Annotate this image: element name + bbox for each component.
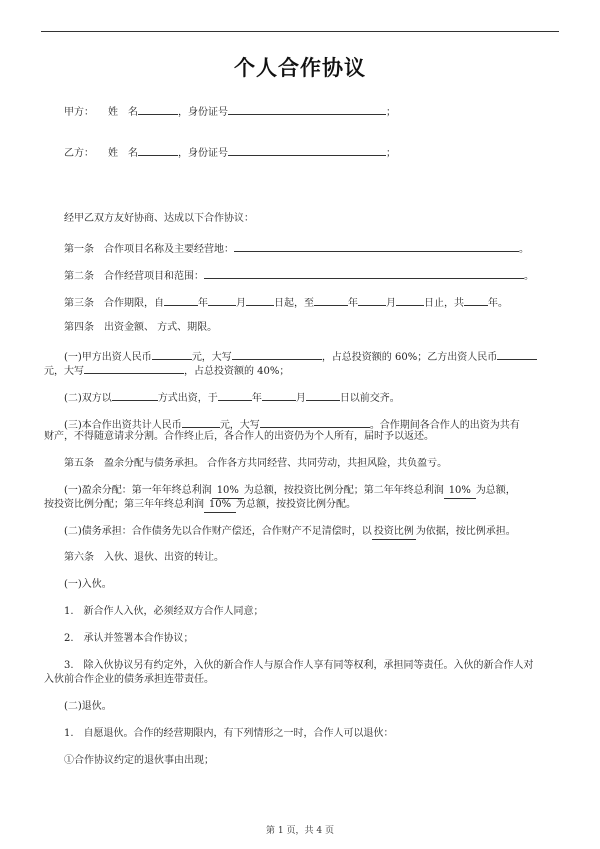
join-item-2: 2. 承认并签署本合作协议； (64, 633, 194, 644)
article-2-blank (204, 267, 524, 279)
contribution-3-text: (三)本合作出资共计人民币 (64, 420, 182, 431)
contribution-2-year: 年 (251, 393, 262, 404)
party-b-label: 乙方： (64, 148, 94, 159)
article-3-blank (314, 294, 348, 306)
page-footer: 第 1 页，共 4 页 (266, 826, 334, 836)
quit-item-1a: ①合作协议约定的退伙事由出现； (64, 755, 214, 766)
profit-text: (一)盈余分配：第一年年终总利润 (64, 485, 212, 496)
contribution-2-text: 日以前交齐。 (339, 393, 400, 404)
party-b-name-label: 姓 名 (108, 148, 138, 159)
contribution-1-text: ，占总投资额的 60%；乙方出资人民币 (321, 352, 498, 363)
contribution-1-blank (84, 362, 184, 374)
article-3-blank (464, 294, 488, 306)
article-2 (64, 267, 534, 284)
article-4: 第四条 出资金额、 方式、期限。 (64, 322, 218, 333)
article-3-to: 日止，共 (424, 298, 464, 309)
article-3-blank (396, 294, 424, 306)
article-1 (64, 240, 529, 257)
party-a-label: 甲方： (64, 107, 94, 118)
article-3-start: 第三条 合作期限，自 (64, 298, 164, 309)
article-6: 第六条 入伙、退伙、出资的转让。 (64, 552, 224, 563)
article-3-month: 月 (236, 298, 246, 309)
top-rule (41, 31, 559, 32)
contribution-3-text: 元，大写 (219, 420, 260, 431)
quit-heading: (二)退伙。 (64, 701, 112, 712)
article-5: 第五条 盈余分配与债务承担。 合作各方共同经营、共同劳动，共担风险，共负盈亏。 (64, 458, 448, 469)
contribution-1-line-2 (44, 362, 289, 379)
debt-ratio: 投资比例 (372, 525, 416, 540)
party-a-name-label: 姓 名 (108, 107, 138, 118)
contribution-3-text: 。合作期间各合作人的出资为共有 (369, 420, 520, 431)
profit-text: 按投资比例分配；第三年年终总利润 (44, 499, 204, 510)
article-3-blank (164, 294, 198, 306)
contribution-1-blank (497, 348, 537, 360)
contribution-2-month: 月 (295, 393, 306, 404)
contribution-3-line-2: 财产，不得随意请求分割。合作终止后，各合作人的出资仍为个人所有，届时予以返还。 (44, 431, 434, 442)
contribution-1-text: 元，大写 (191, 352, 232, 363)
contribution-2-text: 方式出资，于 (157, 393, 218, 404)
party-b-name-blank (138, 144, 178, 156)
join-heading: (一)入伙。 (64, 579, 112, 590)
party-b-end: ； (386, 148, 396, 159)
contribution-2-blank (218, 389, 252, 401)
contribution-2 (64, 389, 400, 406)
article-3-from: 日起，至 (274, 298, 314, 309)
party-a-id-blank (228, 103, 386, 115)
contribution-2-text: (二)双方以 (64, 393, 112, 404)
profit-text: 为总额，按投资比例分配；第二年年终总利润 (243, 485, 444, 496)
debt-text: 为依据，按比例承担。 (415, 526, 516, 537)
profit-pct-year-1: 10% (212, 484, 244, 499)
profit-text: 为总额， (475, 485, 516, 496)
join-item-3-line-2: 入伙前合作企业的债务承担连带责任。 (44, 674, 214, 685)
contribution-3-blank (182, 416, 220, 428)
article-3-year-2: 年 (348, 298, 358, 309)
article-3-blank (246, 294, 274, 306)
contribution-3-blank (260, 416, 370, 428)
party-b-line (64, 144, 396, 161)
article-2-end: 。 (524, 271, 534, 282)
party-a-end: ； (386, 107, 396, 118)
party-a-line (64, 103, 396, 120)
article-3-month-2: 月 (386, 298, 396, 309)
contribution-1-text: ，占总投资额的 40%； (184, 366, 290, 377)
contribution-1-text: 元，大写 (44, 366, 84, 377)
debt-line (64, 525, 516, 540)
intro-text: 经甲乙双方友好协商、达成以下合作协议： (64, 213, 254, 224)
debt-text: (二)债务承担：合作债务先以合作财产偿还，合作财产不足清偿时，以 (64, 526, 372, 537)
article-2-text: 第二条 合作经营项目和范围： (64, 271, 204, 282)
join-item-3-line-1: 3. 除入伙协议另有约定外，入伙的新合作人与原合作人享有同等权利，承担同等责任。入伙的新合作人对 (64, 660, 534, 671)
party-b-id-blank (228, 144, 386, 156)
article-1-end: 。 (519, 244, 529, 255)
contribution-1-blank (152, 348, 192, 360)
profit-line-1 (64, 484, 516, 499)
party-a-id-label: ，身份证号 (178, 107, 228, 118)
article-3 (64, 294, 508, 311)
quit-item-1: 1. 自愿退伙。合作的经营期限内，有下列情形之一时，合作人可以退伙： (64, 728, 394, 739)
contribution-2-blank (306, 389, 340, 401)
article-3-year: 年 (198, 298, 208, 309)
article-1-text: 第一条 合作项目名称及主要经营地： (64, 244, 234, 255)
contribution-1-blank (232, 348, 322, 360)
profit-pct-year-2: 10% (444, 484, 476, 499)
contribution-2-blank (262, 389, 296, 401)
contribution-1-text: (一)甲方出资人民币 (64, 352, 152, 363)
contribution-2-blank (112, 389, 158, 401)
party-a-name-blank (138, 103, 178, 115)
article-3-blank (208, 294, 236, 306)
article-1-blank (234, 240, 519, 252)
profit-pct-year-3: 10% (204, 498, 236, 513)
profit-line-2 (44, 498, 356, 513)
party-b-id-label: ，身份证号 (178, 148, 228, 159)
article-3-blank (358, 294, 386, 306)
page-title: 个人合作协议 (234, 56, 366, 80)
article-3-end: 年。 (488, 298, 508, 309)
join-item-1: 1. 新合作人入伙，必须经双方合作人同意； (64, 606, 264, 617)
profit-text: 为总额，按投资比例分配。 (236, 499, 356, 510)
